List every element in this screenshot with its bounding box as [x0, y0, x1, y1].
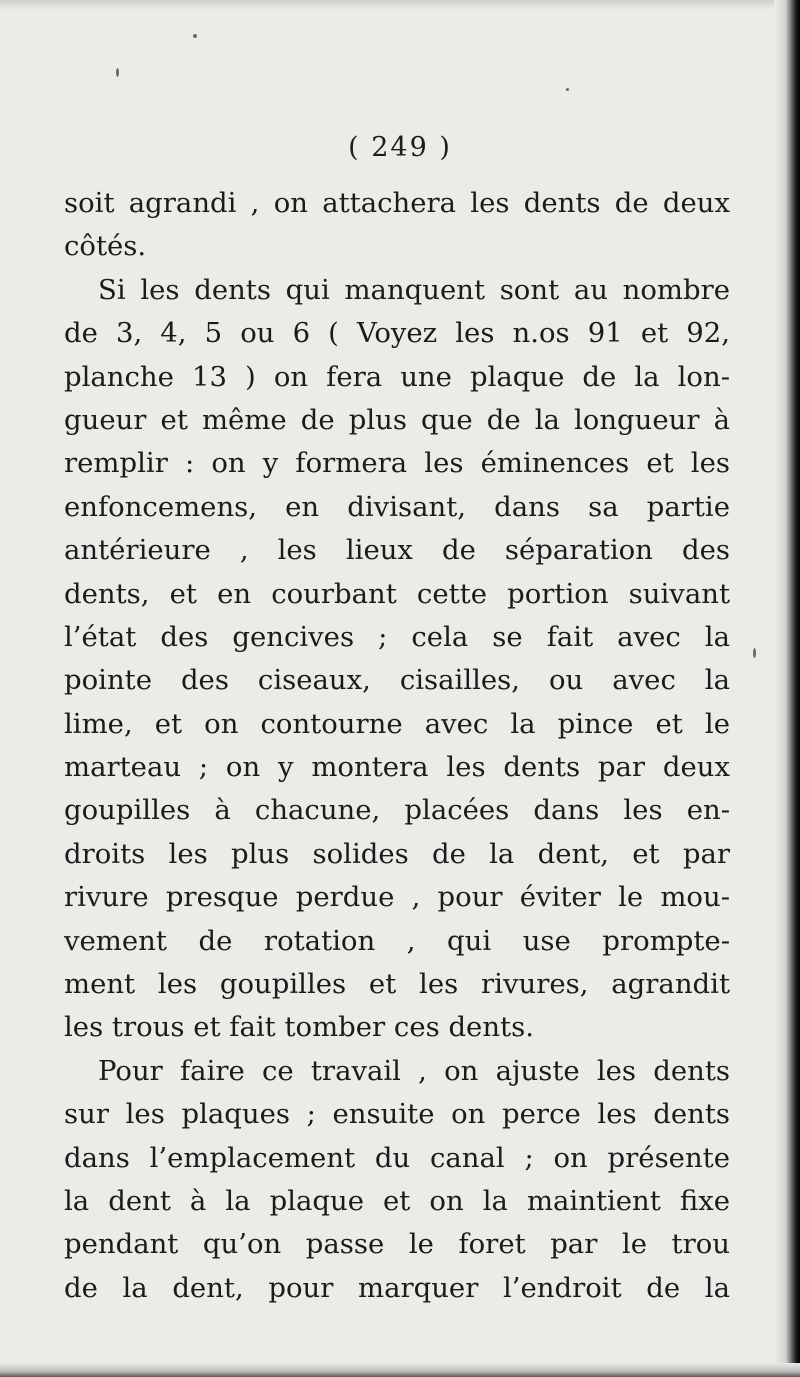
- text-line: goupilles à chacune, placées dans les en-: [64, 794, 730, 827]
- page-bottom-edge-shadow: [0, 1363, 800, 1377]
- text-line: droits les plus solides de la dent, et par: [64, 837, 730, 870]
- page-number: ( 249 ): [348, 132, 452, 163]
- text-line: gueur et même de plus que de la longueur à: [64, 403, 730, 436]
- text-line: lime, et on contourne avec la pince et le: [64, 707, 730, 740]
- text-line: pendant qu’on passe le foret par le trou: [64, 1228, 730, 1261]
- text-line: Si les dents qui manquent sont au nombre: [98, 273, 730, 306]
- text-line: dans l’emplacement du canal ; on présente: [64, 1141, 730, 1174]
- text-line: dents, et en courbant cette portion suivant: [64, 577, 730, 610]
- page-right-edge-shadow: [774, 0, 800, 1377]
- paper-speck: [753, 648, 756, 658]
- text-line: côtés.: [64, 230, 147, 263]
- text-line: soit agrandi , on attachera les dents de deux: [64, 187, 730, 219]
- text-line: l’état des gencives ; cela se fait avec la: [64, 620, 730, 653]
- paper-speck: [566, 88, 569, 91]
- text-line: planche 13 ) on fera une plaque de la lon-: [64, 360, 730, 393]
- text-line: rivure presque perdue , pour éviter le mou-: [64, 881, 730, 914]
- page-top-shadow: [0, 0, 800, 10]
- paper-speck: [193, 34, 197, 38]
- text-line: de la dent, pour marquer l’endroit de la: [64, 1271, 730, 1304]
- text-line: vement de rotation , qui use prompte-: [64, 924, 730, 957]
- text-line: ment les goupilles et les rivures, agrandit: [64, 968, 730, 1001]
- body-text: [64, 182, 730, 1310]
- text-line: les trous et fait tomber ces dents.: [64, 1011, 534, 1044]
- text-line: remplir : on y formera les éminences et les: [64, 447, 730, 480]
- text-line: sur les plaques ; ensuite on perce les dents: [64, 1098, 730, 1131]
- text-line: marteau ; on y montera les dents par deux: [64, 751, 730, 784]
- paper-speck: [116, 68, 119, 77]
- text-line: enfoncemens, en divisant, dans sa partie: [64, 490, 730, 523]
- text-line: pointe des ciseaux, cisailles, ou avec la: [64, 664, 730, 697]
- text-line: de 3, 4, 5 ou 6 ( Voyez les n.os 91 et 92,: [64, 317, 730, 350]
- text-line: la dent à la plaque et on la maintient fixe: [64, 1184, 730, 1217]
- text-line: Pour faire ce travail , on ajuste les dents: [98, 1054, 730, 1087]
- text-line: antérieure , les lieux de séparation des: [64, 534, 730, 567]
